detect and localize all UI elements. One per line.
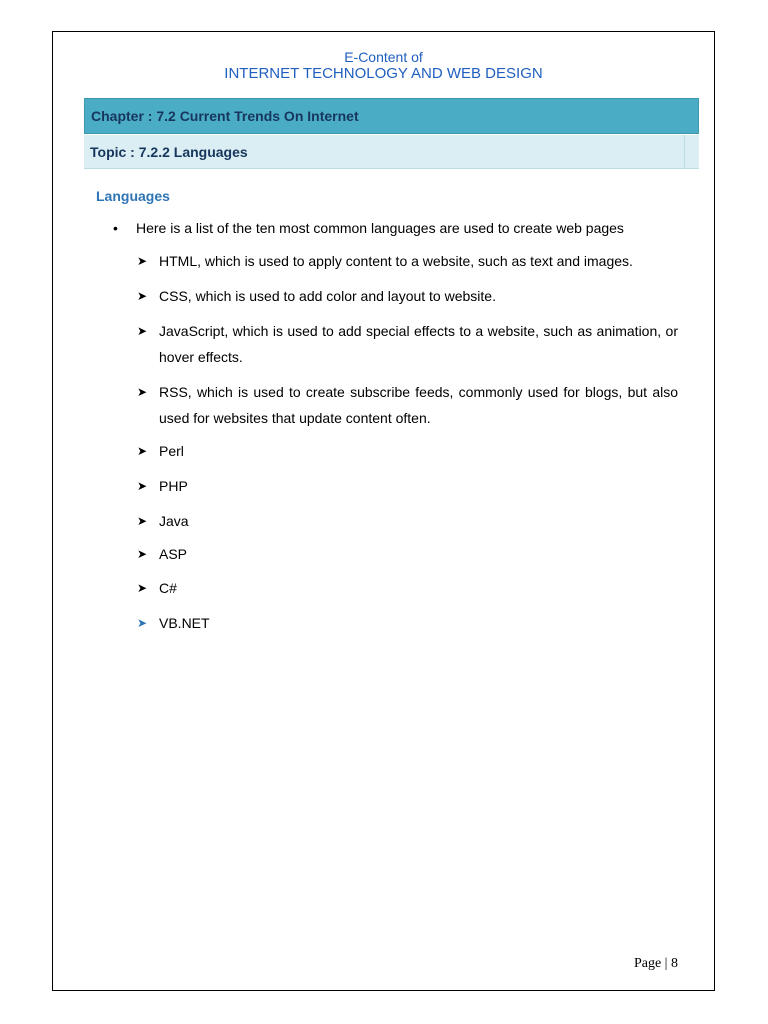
chapter-label: Chapter : 7.2 Current Trends On Internet xyxy=(91,108,359,124)
arrow-bullet-icon: ➤ xyxy=(137,581,148,595)
document-header xyxy=(53,49,714,83)
list-item-text: CSS, which is used to add color and layout to website. xyxy=(159,288,496,304)
section-heading: Languages xyxy=(96,188,170,204)
bullet-dot-icon: • xyxy=(113,220,118,236)
page-number: Page | 8 xyxy=(633,956,678,971)
list-item xyxy=(137,541,678,567)
arrow-bullet-icon: ➤ xyxy=(137,616,148,630)
arrow-bullet-icon: ➤ xyxy=(137,324,148,338)
list-item-text: Perl xyxy=(159,443,184,459)
chapter-bar xyxy=(84,98,699,134)
list-item xyxy=(137,473,678,499)
list-item xyxy=(137,610,678,636)
list-item xyxy=(137,283,678,309)
list-item-text: HTML, which is used to apply content to a website, such as text and images. xyxy=(159,253,633,269)
list-item xyxy=(137,438,678,464)
arrow-bullet-icon: ➤ xyxy=(137,289,148,303)
list-item-text: JavaScript, which is used to add special effects to a website, such as animation, or hover effects. xyxy=(159,323,678,365)
list-item-text: Java xyxy=(159,513,189,529)
arrow-bullet-icon: ➤ xyxy=(137,385,148,399)
list-item-text: PHP xyxy=(159,478,188,494)
header-title: INTERNET TECHNOLOGY AND WEB DESIGN xyxy=(224,65,543,82)
list-item-text: RSS, which is used to create subscribe feeds, commonly used for blogs, but also used for websites that update content often. xyxy=(159,384,678,426)
list-item-text: C# xyxy=(159,580,177,596)
list-item-text: VB.NET xyxy=(159,615,210,631)
header-subtitle: E-Content of xyxy=(344,49,423,65)
topic-bar xyxy=(84,135,699,169)
arrow-bullet-icon: ➤ xyxy=(137,254,148,268)
list-item xyxy=(137,248,678,274)
list-item xyxy=(137,508,678,534)
list-item xyxy=(137,379,678,431)
arrow-bullet-icon: ➤ xyxy=(137,547,148,561)
topic-label: Topic : 7.2.2 Languages xyxy=(90,143,248,160)
arrow-bullet-icon: ➤ xyxy=(137,479,148,493)
list-item xyxy=(137,318,678,370)
bullet-text: Here is a list of the ten most common languages are used to create web pages xyxy=(136,220,624,236)
page-frame xyxy=(52,31,715,991)
list-item xyxy=(137,575,678,601)
arrow-bullet-icon: ➤ xyxy=(137,514,148,528)
topic-bar-divider xyxy=(684,135,685,168)
arrow-bullet-icon: ➤ xyxy=(137,444,148,458)
list-item-text: ASP xyxy=(159,546,188,562)
